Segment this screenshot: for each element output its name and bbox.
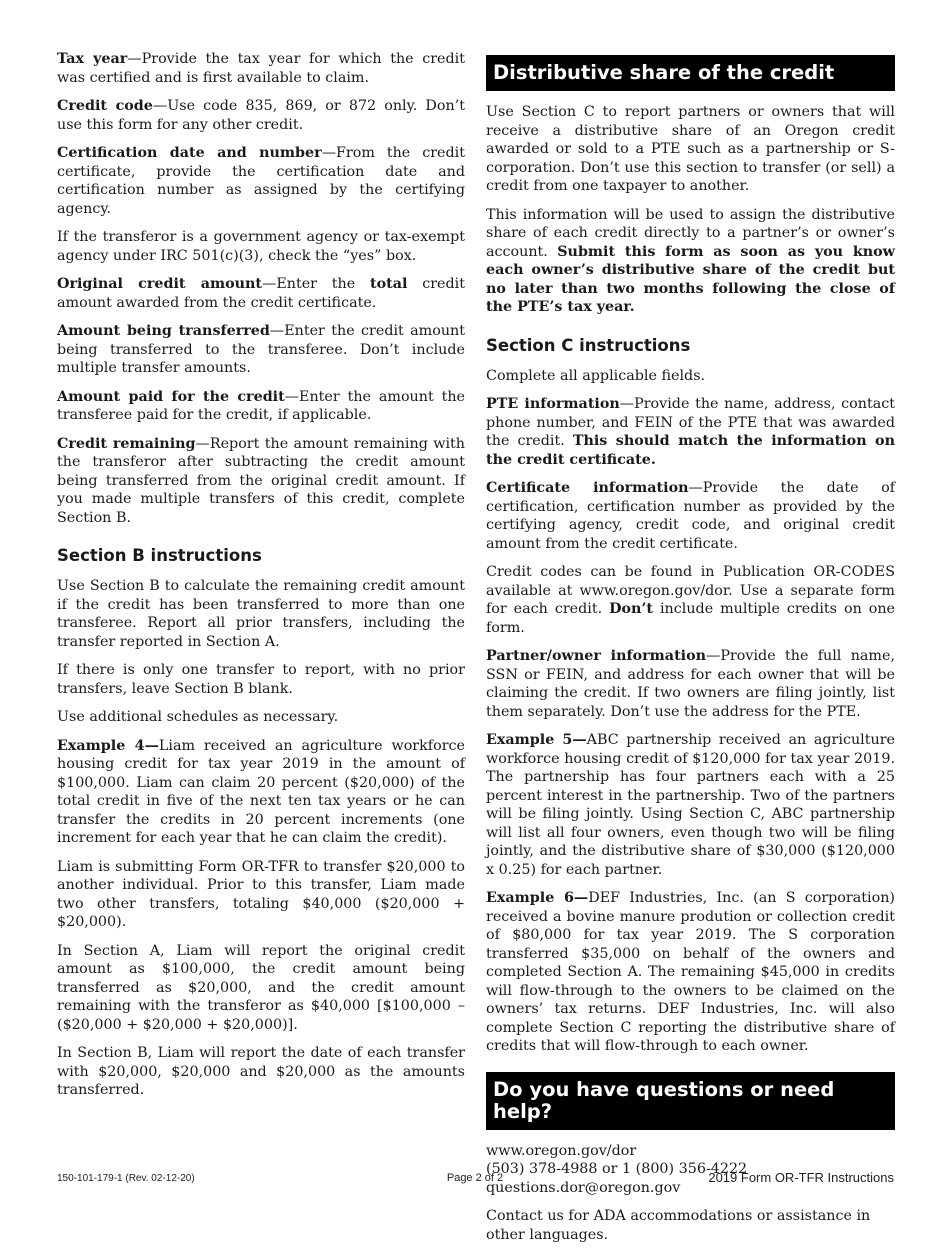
example-4-text: Liam received an agriculture workforce housing credit for tax year 2019 in the amount of $100,000. Liam can claim 20 percent ($20,000) of the total credit in five of the next ten tax years or he can transfer the credits in 20 percent increments (one increment for each year that he can claim the credit).: [57, 737, 466, 846]
section-b-paragraph-3: Use additional schedules as necessary.: [57, 709, 339, 725]
amount-paid-label: Amount paid for the credit: [57, 388, 285, 405]
original-amount-post: credit amount awarded from the credit certificate.: [57, 276, 465, 311]
credit-codes-text: Credit codes can be found in Publication OR-CODES available at www.oregon.gov/dor. Use a separate form for each credit.: [486, 564, 895, 617]
original-amount-label: Original credit amount: [57, 276, 263, 292]
example-4-paragraph-3: In Section A, Liam will report the original credit amount as $100,000, the credit amount being transferred as $20,000, and the credit amount remaining with the transferor as $40,000 [$100,000 – ($20,000 + $20,000 + $20,000)].: [57, 942, 465, 1033]
help-heading: Do you have questions or need help?: [486, 1072, 895, 1130]
section-c-heading: Section C instructions: [486, 335, 691, 355]
cert-date-text: —From the credit certificate, provide the certification date and certification number as assigned by the certifying agency.: [57, 145, 465, 217]
pte-info-bold: This should match the information on the credit certificate.: [486, 433, 895, 468]
cert-date-label: Certification date and number: [57, 145, 322, 161]
distributive-paragraph-1: Use Section C to report partners or owners that will receive a distributive share of an Oregon credit awarded or sold to a PTE such as a partnership or S-corporation. Don’t use this section to transfer (or sell) a credit from one taxpayer to another.: [486, 104, 895, 194]
distributive-paragraph-2-bold: Submit this form as soon as you know each owner’s distributive share of the credit but no later than two months following the close of the PTE’s tax year.: [486, 243, 895, 315]
amount-transferred-text: —Enter the credit amount being transferred to the transferee. Don’t include multiple transfer amounts.: [57, 323, 465, 376]
example-6-label: Example 6—: [486, 890, 589, 906]
credit-remaining-label: Credit remaining: [57, 435, 196, 452]
section-b-paragraph-2: If there is only one transfer to report, with no prior transfers, leave Section B blank.: [57, 662, 465, 697]
footer-page-number: Page 2 of 2: [446, 1172, 504, 1184]
section-c-paragraph-1: Complete all applicable fields.: [486, 367, 706, 384]
amount-transferred-paragraph: [57, 322, 465, 378]
distributive-share-heading: Distributive share of the credit: [486, 55, 895, 91]
credit-code-paragraph: [57, 97, 465, 134]
distributive-paragraph-2-text: This information will be used to assign the distributive share of each credit directly to a partner’s or owner’s account.: [486, 206, 895, 260]
credit-codes-post: include multiple credits on one form.: [486, 601, 895, 636]
original-amount-pre: —Enter the: [262, 276, 370, 292]
tax-year-text: —Provide the tax year for which the credit was certified and is first available to claim.: [57, 51, 465, 86]
example-4-label: Example 4—: [57, 737, 159, 754]
gov-agency-paragraph: If the transferor is a government agency or tax-exempt agency under IRC 501(c)(3), check the “yes” box.: [57, 229, 465, 264]
cert-info-label: Certificate information: [486, 480, 689, 496]
example-5-label: Example 5—: [486, 732, 587, 748]
example-4-paragraph: [57, 737, 465, 848]
credit-code-text: —Use code 835, 869, or 872 only. Don’t use this form for any other credit.: [57, 98, 465, 133]
ada-paragraph: Contact us for ADA accommodations or assistance in other languages.: [486, 1208, 871, 1243]
example-5-text: ABC partnership received an agriculture workforce housing credit of $120,000 for tax year 2019. The partnership has four partners each with a 25 percent interest in the partnership. Two of the partners will be filing jointly. Using Section C, ABC partnership will list all four owners, even though two will be filing jointly, and the distributive share of $30,000 ($120,000 x 0.25) for each partner.: [486, 732, 895, 878]
amount-transferred-label: Amount being transferred: [57, 323, 270, 339]
example-6-paragraph: [486, 889, 895, 1056]
contact-phone: (503) 378-4988 or 1 (800) 356-4222: [486, 1161, 748, 1177]
cert-info-text: —Provide the date of certification, certification number as provided by the certifying agency, credit code, and original credit amount from the credit certificate.: [486, 480, 895, 552]
section-b-paragraph-1: Use Section B to calculate the remaining credit amount if the credit has been transferred to more than one transferee. Report all prior transfers, including the transfer reported in Section A.: [57, 578, 465, 650]
credit-codes-paragraph: [486, 563, 895, 637]
section-b-heading: Section B instructions: [57, 546, 262, 565]
partner-info-label: Partner/owner information: [486, 648, 707, 664]
contact-website[interactable]: www.oregon.gov/dor: [486, 1142, 637, 1159]
distributive-paragraph-2: [486, 206, 895, 317]
example-4-paragraph-2: Liam is submitting Form OR-TFR to transfer $20,000 to another individual. Prior to this transfer, Liam made two other transfers, totaling $40,000 ($20,000 + $20,000).: [57, 858, 465, 930]
example-5-paragraph: [486, 731, 895, 879]
pte-info-paragraph: [486, 395, 895, 469]
pte-info-label: PTE information: [486, 396, 620, 412]
original-amount-paragraph: [57, 275, 465, 312]
tax-year-label: Tax year: [57, 51, 128, 67]
partner-info-paragraph: [486, 647, 895, 721]
example-4-paragraph-4: In Section B, Liam will report the date of each transfer with $20,000, $20,000 and $20,000 as the amounts transferred.: [57, 1045, 465, 1098]
left-column: [57, 50, 465, 1110]
original-amount-bold: total: [369, 276, 408, 292]
right-column: [486, 50, 895, 1254]
cert-info-paragraph: [486, 479, 895, 553]
footer-form-number: 150-101-179-1 (Rev. 02-12-20): [57, 1173, 195, 1184]
contact-email[interactable]: questions.dor@oregon.gov: [486, 1179, 681, 1196]
tax-year-paragraph: [57, 50, 465, 87]
cert-date-paragraph: [57, 144, 465, 218]
credit-codes-bold: Don’t: [609, 601, 654, 617]
amount-paid-text: —Enter the amount the transferee paid for the credit, if applicable.: [57, 388, 465, 423]
amount-paid-paragraph: [57, 388, 465, 425]
credit-remaining-text: —Report the amount remaining with the transferor after subtracting the credit amount being transferred from the original credit amount. If you made multiple transfers of this credit, complete Section B.: [57, 435, 465, 526]
credit-remaining-paragraph: [57, 435, 465, 528]
credit-code-label: Credit code: [57, 98, 153, 114]
example-6-text: DEF Industries, Inc. (an S corporation) received a bovine manure prodution or collection credit of $80,000 for tax year 2019. The S corporation transferred $35,000 on behalf of the owners and completed Section A. The remaining $45,000 in credits will flow-through to the owners to be claimed on the owners’ tax returns. DEF Industries, Inc. will also complete Section C reporting the distributive share of credits that will flow-through to each owner.: [486, 890, 895, 1054]
footer-title: 2019 Form OR-TFR Instructions: [708, 1170, 894, 1185]
pte-info-text: —Provide the name, address, contact phone number, and FEIN of the PTE that was awarded the credit.: [486, 396, 895, 449]
partner-info-text: —Provide the full name, SSN or FEIN, and address for each owner that will be claiming the credit. If two owners are filing jointly, list them separately. Don’t use the address for the PTE.: [486, 648, 895, 720]
